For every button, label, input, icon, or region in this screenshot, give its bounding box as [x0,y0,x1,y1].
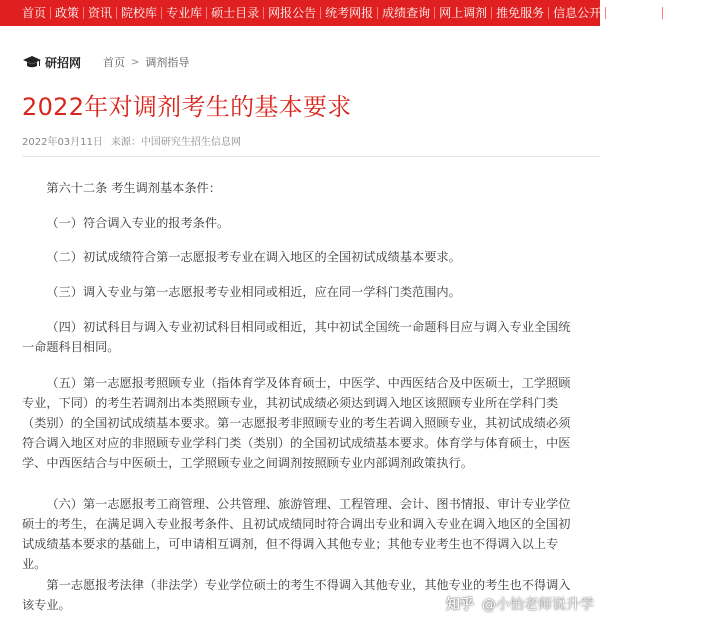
nav-item-policy[interactable]: 政策 [55,6,80,20]
article-date: 2022年03月11日 [22,137,103,148]
article-meta [22,133,241,148]
article-paragraph: 第六十二条 考生调剂基本条件： [46,181,221,195]
nav-item-news[interactable]: 资讯 [88,6,113,20]
nav-item-online-adjustment[interactable]: 网上调剂 [439,6,488,20]
nav-item-catalog[interactable]: 硕士目录 [211,6,260,20]
page-title: 2022年对调剂考生的基本要求 [22,93,352,121]
article-paragraph: （二）初试成绩符合第一志愿报考专业在调入地区的全国初试成绩基本要求。 [46,250,461,264]
nav-item-degree[interactable]: 专业学 [667,6,704,20]
watermark-brand: 知乎 [446,597,474,613]
article-paragraph: （四）初试科目与调入专业初试科目相同或相近，其中初试全国统一命题科目应与调入专业全国统一命题科目相同。 [22,320,571,354]
nav-item-home[interactable]: 首页 [22,6,47,20]
logo-text: 研招网 [45,55,82,70]
nav-item-recommendation[interactable]: 推免服务 [496,6,545,20]
nav-item-online-consult[interactable]: 在线咨询 [610,6,659,20]
top-nav-bar [0,0,704,26]
nav-item-schools[interactable]: 院校库 [121,6,158,20]
divider [22,156,600,157]
article-paragraph: （六）第一志愿报考工商管理、公共管理、旅游管理、工程管理、会计、图书情报、审计专业学位硕士的考生，在满足调入专业报考条件、且初试成绩同时符合调出专业和调入专业在调入地区的全国初试成绩基本要求的基础上，可申请相互调剂，但不得调入其他专业；其他专业考生也不得调入以上专业。 [22,497,571,571]
watermark-author: @小怡老师说升学 [482,597,594,613]
article-source: 来源：中国研究生招生信息网 [110,137,241,148]
nav-item-exam-registration[interactable]: 统考网报 [325,6,374,20]
chevron-right-icon: > [131,56,140,68]
site-logo[interactable] [22,54,81,71]
nav-item-disclosure[interactable]: 信息公开 [553,6,602,20]
graduation-cap-icon [22,55,42,69]
header-breadcrumb-bar [22,52,189,72]
nav-item-majors[interactable]: 专业库 [166,6,203,20]
article-paragraph: （五）第一志愿报考照顾专业（指体育学及体育硕士，中医学、中西医结合及中医硕士，工学照顾专业，下同）的考生若调剂出本类照顾专业，其初试成绩必须达到调入地区该照顾专业所在学科门类（类别）的全国初试成绩基本要求。第一志愿报考非照顾专业的考生若调入照顾专业，其初试成绩必须符合调入地区对应的非照顾专业学科门类（类别）的全国初试成绩基本要求。体育学与体育硕士，中医学、中西医结合与中医硕士，工学照顾专业之间调剂按照顾专业内部调剂政策执行。 [22,376,571,470]
nav-item-registration-notice[interactable]: 网报公告 [268,6,317,20]
article-paragraph: （三）调入专业与第一志愿报考专业相同或相近，应在同一学科门类范围内。 [46,285,461,299]
article-paragraph: 第一志愿报考法律（非法学）专业学位硕士的考生不得调入其他专业，其他专业的考生也不得调入该专业。 [22,578,571,612]
nav-item-score-query[interactable]: 成绩查询 [382,6,431,20]
zhihu-watermark [446,594,594,614]
breadcrumb-adjustment-guide[interactable]: 调剂指导 [145,56,190,69]
breadcrumb-home[interactable]: 首页 [103,56,126,69]
article-paragraph: （一）符合调入专业的报考条件。 [46,216,230,230]
